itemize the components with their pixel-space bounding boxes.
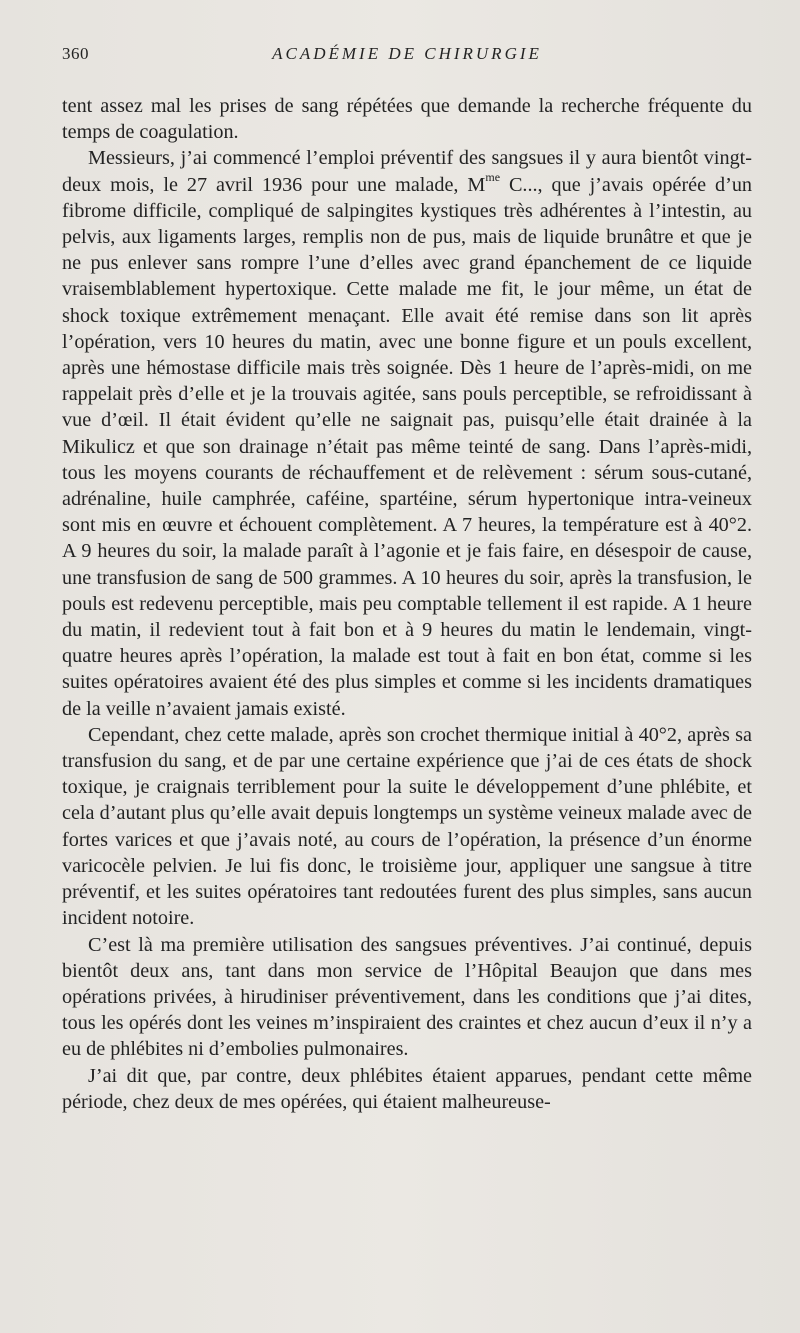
body-text [62,93,752,1115]
paragraph-2 [62,145,752,721]
paragraph-1: tent assez mal les prises de sang répétées que demande la recherche fréquente du temps de coagulation. [62,95,752,144]
title-superscript: me [485,169,501,184]
paragraph-4: C’est là ma première utilisation des sangsues préventives. J’ai continué, depuis bientôt deux ans, tant dans mon service de l’Hôpital Beaujon que dans mes opérations privées, à hirudiniser préventivement, dans les conditions que j’ai dites, tous les opérés dont les veines m’inspiraient des craintes et chez aucun d’eux il n’y a eu de phlébites ni d’embolies pulmonaires. [62,933,752,1061]
running-title: ACADÉMIE DE CHIRURGIE [272,44,542,63]
paragraph-2-text-before: Messieurs, j’ai commencé l’emploi préventif des sangsues il y aura bientôt vingt-deux mois, le 27 avril 1936 pour une malade, M [62,147,752,196]
paragraph-3: Cependant, chez cette malade, après son crochet thermique initial à 40°2, après sa transfusion du sang, et de par une certaine expérience que j’ai de ces états de shock toxique, je craignais terriblement pour la suite le développement d’une phlébite, et cela d’autant plus qu’elle avait depuis longtemps un système veineux malade avec de fortes varices et que j’avais noté, au cours de l’opération, la présence d’un énorme varicocèle pelvien. Je lui fis donc, le troisième jour, appliquer une sangsue à titre préventif, et les suites opératoires tant redoutées furent des plus simples, sans aucun incident notoire. [62,723,752,930]
paragraph-2-text-after: C..., que j’avais opérée d’un fibrome difficile, compliqué de salpingites kystiques très adhérentes à l’intestin, au pelvis, aux ligaments larges, remplis non de pus, mais de liquide brunâtre et que je ne pus enlever sans rompre l’une d’elles avec grand épanchement de ce liquide vraisemblablement hypertoxique. Cette malade me fit, le jour même, un état de shock toxique extrêmement menaçant. Elle avait été remise dans son lit après l’opération, vers 10 heures du matin, avec une bonne figure et un pouls excellent, après une hémostase difficile mais très soignée. Dès 1 heure de l’après-midi, on me rappelait près d’elle et je la trouvais agitée, sans pouls perceptible, se refroidissant à vue d’œil. Il était évident qu’elle ne saignait pas, puisqu’elle était drainée à la Mikulicz et que son drainage n’était pas même teinté de sang. Dans l’après-midi, tous les moyens courants de réchauffement et de relèvement : sérum sous-cutané, adrénaline, huile camphrée, caféine, spartéine, sérum hypertonique intra-veineux sont mis en œuvre et échouent complètement. A 7 heures, la température est à 40°2. A 9 heures du soir, la malade paraît à l’agonie et je fais faire, en désespoir de cause, une transfusion de sang de 500 grammes. A 10 heures du soir, après la transfusion, le pouls est redevenu perceptible, mais peu comptable tellement il est rapide. A 1 heure du matin, il redevient tout à fait bon et à 9 heures du matin le lendemain, vingt-quatre heures après l’opération, la malade est tout à fait en bon état, comme si les suites opératoires avaient été des plus simples et comme si les incidents dramatiques de la veille n’avaient jamais existé. [62,173,753,720]
page-header [62,44,752,70]
paragraph-5: J’ai dit que, par contre, deux phlébites étaient apparues, pendant cette même période, chez deux de mes opérées, qui étaient malheureuse- [62,1064,752,1113]
page-number: 360 [62,44,89,63]
